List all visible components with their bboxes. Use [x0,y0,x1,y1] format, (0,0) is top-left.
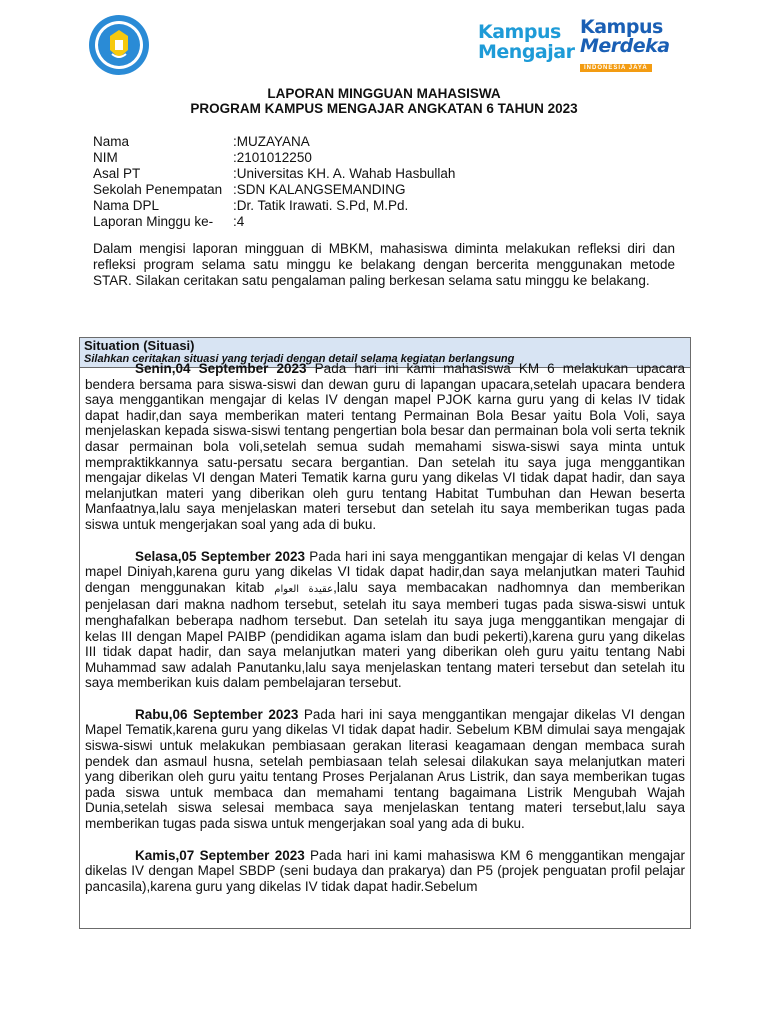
identity-key: Nama [93,134,130,149]
entry-paragraph [85,848,685,895]
situation-box [79,337,691,929]
entry-day: Selasa,05 September 2023 [135,548,305,564]
identity-table [93,134,455,230]
situation-subtitle: Silahkan ceritakan situasi yang terjadi dengan detail selama kegiatan berlangsung [84,353,515,365]
entry-paragraph [85,549,685,691]
entry-text: Pada hari ini saya menggantikan mengajar dikelas VI dengan Mapel Tematik,karena guru yang dikelas VI tidak dapat hadir. Sebelum KBM dimulai saya mengajak siswa-siswi untuk melakukan pembiasaan gerakan literasi keagamaan dengan membaca surah pendek dan asmaul husna, setelah pembiasaan telah selesai dilakukan saya melanjutkan materi yang diberikan oleh guru yaitu tentang Proses Perjalanan Arus Listrik, dan saya memberikan tugas pada siswa untuk membaca dan memahami tentang bagaimana Listrik Mengubah Wajah Dunia,setelah siswa selesai membaca saya menjelaskan tentang materi tersebut,lalu saya memberikan tugas pada siswa untuk mengerjakan soal yang ada di buku. [85,706,685,832]
identity-value: :SDN KALANGSEMANDING [233,182,406,197]
situation-title: Situation (Situasi) [84,338,195,353]
identity-row [93,166,455,182]
identity-key: Sekolah Penempatan [93,182,223,197]
intro-paragraph: Dalam mengisi laporan mingguan di MBKM, mahasiswa diminta melakukan refleksi diri dan refleksi program selama satu minggu ke belakang dengan bercerita menggunakan metode STAR. Silakan ceritakan satu pengalaman paling berkesan selama satu minggu ke belakang. [93,241,675,288]
identity-value: :Universitas KH. A. Wahab Hasbullah [233,166,456,181]
entry-paragraph [85,707,685,832]
identity-key: Nama DPL [93,198,160,213]
entry-day: Rabu,06 September 2023 [135,706,299,722]
kampus-merdeka-logo [580,16,676,71]
kmer-band: INDONESIA JAYA [580,64,652,72]
kmer-line2: Merdeka [580,35,670,57]
situation-body [80,361,690,894]
kmer-line1: Kampus [580,16,663,38]
entry-day: Kamis,07 September 2023 [135,847,305,863]
program-title: PROGRAM KAMPUS MENGAJAR ANGKATAN 6 TAHUN 2023 [190,101,578,116]
tut-wuri-handayani-logo [88,14,150,76]
entry-text: Pada hari ini kami mahasiswa KM 6 menggantikan mengajar dikelas IV dengan Mapel SBDP (seni budaya dan prakarya) dan P5 (projek penguatan profil pelajar pancasila),karena guru yang dikelas IV tidak dapat hadir.Sebelum [85,847,685,894]
identity-value: :MUZAYANA [233,134,310,149]
identity-value: :4 [233,214,245,229]
entry-text: ,lalu saya membacakan nadhomnya dan memberikan penjelasan dari makna nadhom tersebut, setelah itu saya memberi tugas pada siswa-siswi untuk menghafalkan beberapa nadhom tersebut. Dan setelah itu saya juga menggantikan mengajar di kelas III dengan Mapel PAIBP (pendidikan agama islam dan budi pekerti),karena guru yang dikelas III tidak dapat hadir, dan saya melanjutkan materi yang diberikan oleh guru yaitu tentang Nabi Muhammad saw adalah Panutanku,lalu saya menjelaskan tentang materi tersebut dan setelah itu saya memberikan kuis dalam pembelajaran tersebut. [85,579,685,691]
km-line1: Kampus [478,21,561,43]
identity-row [93,150,455,166]
identity-value: :2101012250 [233,150,312,165]
identity-key: Laporan Minggu ke- [93,214,214,229]
kampus-mengajar-logo [478,22,578,66]
entry-text: Pada hari ini saya menggantikan mengajar di kelas VI dengan mapel Diniyah,karena guru yang dikelas VI tidak dapat hadir,dan saya melanjutkan materi Tauhid dengan menggunakan kitab [85,548,685,595]
identity-value: :Dr. Tatik Irawati. S.Pd, M.Pd. [233,198,409,213]
identity-row [93,182,455,198]
entry-paragraph [85,361,685,533]
entry-day: Senin,04 September 2023 [135,361,307,376]
identity-row [93,198,455,214]
identity-key: Asal PT [93,166,141,181]
identity-row [93,134,455,150]
km-line2: Mengajar [478,41,575,63]
kitab-name: عقيدة العوام [274,583,334,595]
identity-key: NIM [93,150,118,165]
identity-row [93,214,455,230]
entry-text: Pada hari ini kami mahasiswa KM 6 melakukan upacara bendera bersama para siswa-siswi dan dewan guru di lapangan upacara,setelah upacara bendera saya menggantikan mengajar di kelas IV dengan mapel PJOK karna guru yang di kelas IV tidak dapat hadir,dan saya memberikan materi tentang Permainan Bola Besar yaitu Bola Voli, saya menjelaskan kepada siswa-siswi tentang pengertian bola besar dan permainan bola voli serta teknik dasar permainan bola voli,setelah semua sudah memahami siswa-siswi saya minta untuk mempraktikkannya satu-persatu secara bergantian. Dan setelah itu saya juga menggantikan mengajar dikelas VI dengan Materi Tematik karna guru yang dikelas VI tidak dapat hadir, dan saya melanjutkan materi yang diberikan oleh guru tentang Habitat Tumbuhan dan Hewan beserta Manfaatnya,lalu saya menjelaskan materi tersebut dan setelah itu saya memberikan tugas pada siswa untuk mengerjakan soal yang ada di buku. [85,361,685,532]
report-title: LAPORAN MINGGUAN MAHASISWA [267,86,501,101]
